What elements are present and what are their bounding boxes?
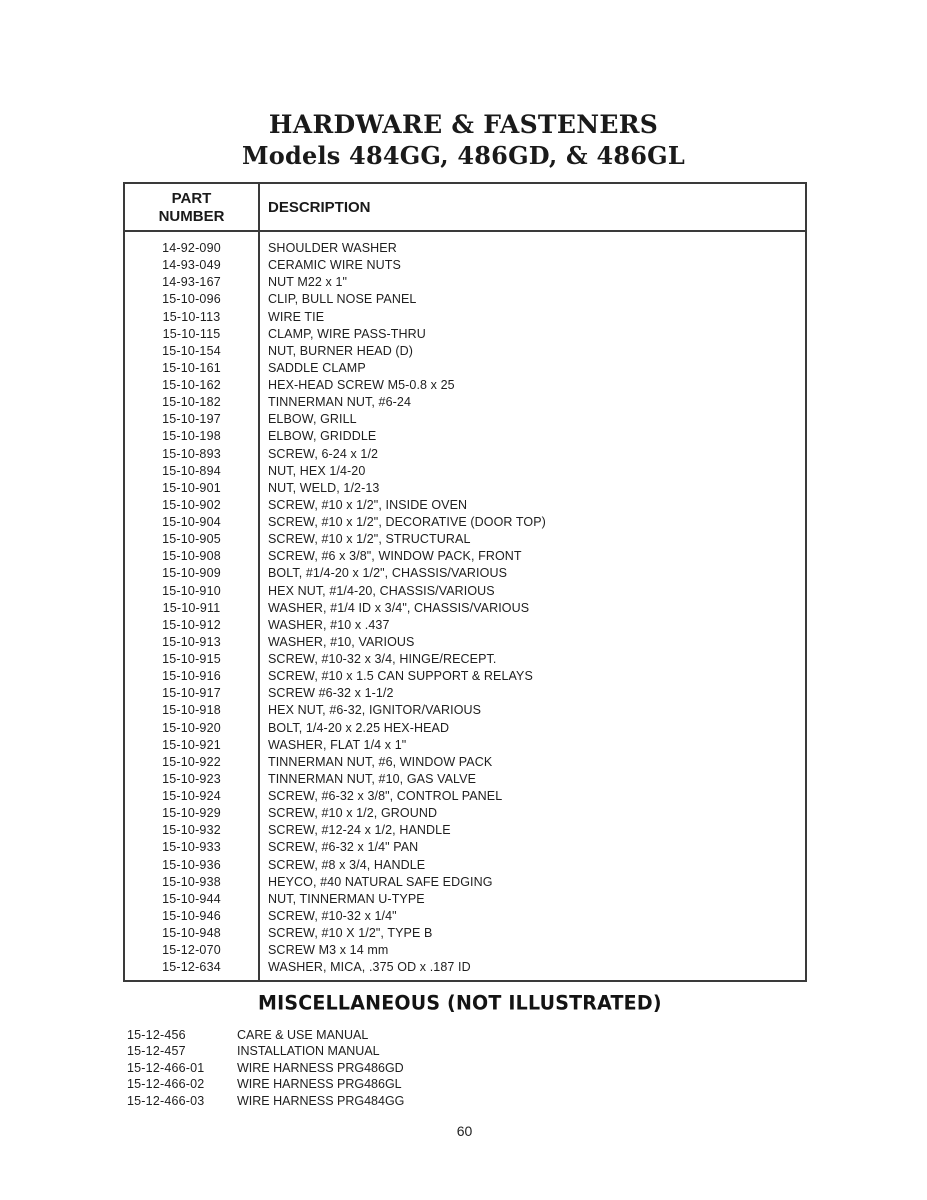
part-number-cell: 15-10-161 bbox=[162, 360, 221, 375]
misc-section-heading: MISCELLANEOUS (NOT ILLUSTRATED) bbox=[258, 991, 662, 1015]
table-row bbox=[125, 788, 805, 805]
description-cell: TINNERMAN NUT, #6-24 bbox=[268, 395, 411, 410]
part-number-cell: 15-10-916 bbox=[162, 669, 221, 684]
misc-part-number: 15-12-466-01 bbox=[127, 1060, 205, 1075]
description-cell: SCREW, #6 x 3/8", WINDOW PACK, FRONT bbox=[268, 549, 522, 564]
table-row bbox=[125, 411, 805, 428]
table-row bbox=[125, 702, 805, 719]
table-row bbox=[125, 548, 805, 565]
table-row bbox=[125, 874, 805, 891]
description-cell: HEX-HEAD SCREW M5-0.8 x 25 bbox=[268, 378, 455, 392]
page-subtitle: Models 484GG, 486GD, & 486GL bbox=[242, 141, 685, 170]
misc-description: WIRE HARNESS PRG486GL bbox=[237, 1077, 402, 1092]
description-cell: WASHER, #1/4 ID x 3/4", CHASSIS/VARIOUS bbox=[268, 600, 530, 615]
part-number-cell: 15-10-946 bbox=[162, 908, 221, 923]
description-cell: HEYCO, #40 NATURAL SAFE EDGING bbox=[268, 874, 493, 889]
table-row bbox=[125, 291, 805, 308]
table-row bbox=[125, 908, 805, 925]
table-row bbox=[125, 326, 805, 343]
part-number-cell: 14-92-090 bbox=[162, 241, 221, 255]
description-cell: CERAMIC WIRE NUTS bbox=[268, 258, 401, 273]
misc-description: WIRE HARNESS PRG486GD bbox=[237, 1060, 404, 1075]
table-row bbox=[125, 771, 805, 788]
page-number: 60 bbox=[456, 1123, 473, 1139]
table-row bbox=[125, 634, 805, 651]
table-row bbox=[125, 257, 805, 274]
description-cell: SCREW, 6-24 x 1/2 bbox=[268, 446, 379, 461]
misc-part-number: 15-12-466-03 bbox=[127, 1093, 205, 1108]
description-cell: NUT, BURNER HEAD (D) bbox=[268, 343, 414, 358]
description-cell: CLAMP, WIRE PASS-THRU bbox=[268, 326, 426, 341]
table-row bbox=[125, 394, 805, 411]
table-row bbox=[125, 754, 805, 771]
description-cell: SCREW, #10 x 1/2, GROUND bbox=[268, 806, 438, 821]
part-number-cell: 15-10-902 bbox=[162, 497, 221, 512]
description-cell: HEX NUT, #1/4-20, CHASSIS/VARIOUS bbox=[268, 583, 495, 598]
table-row bbox=[125, 668, 805, 685]
part-number-cell: 15-10-182 bbox=[162, 395, 221, 410]
table-row bbox=[125, 737, 805, 754]
part-number-cell: 15-10-932 bbox=[162, 823, 221, 838]
description-cell: SCREW #6-32 x 1-1/2 bbox=[268, 686, 394, 701]
table-row bbox=[125, 805, 805, 822]
table-row bbox=[125, 360, 805, 377]
description-cell: WIRE TIE bbox=[268, 309, 325, 324]
part-number-cell: 15-10-944 bbox=[162, 891, 221, 906]
description-cell: SHOULDER WASHER bbox=[268, 241, 397, 255]
table-row bbox=[125, 309, 805, 326]
description-cell: WASHER, #10 x .437 bbox=[268, 617, 390, 632]
part-number-cell: 15-10-096 bbox=[162, 292, 221, 307]
part-number-cell: 15-10-909 bbox=[162, 566, 221, 581]
table-row bbox=[125, 942, 805, 959]
description-cell: NUT, WELD, 1/2-13 bbox=[268, 480, 380, 495]
table-row bbox=[125, 343, 805, 360]
table-row bbox=[125, 583, 805, 600]
part-number-cell: 15-10-912 bbox=[162, 617, 221, 632]
table-row bbox=[125, 720, 805, 737]
description-cell: HEX NUT, #6-32, IGNITOR/VARIOUS bbox=[268, 703, 482, 718]
description-cell: SCREW, #12-24 x 1/2, HANDLE bbox=[268, 823, 451, 838]
part-number-cell: 15-10-920 bbox=[162, 720, 221, 735]
part-number-cell: 15-10-924 bbox=[162, 789, 221, 803]
part-number-cell: 15-10-922 bbox=[162, 754, 221, 769]
description-cell: SCREW, #10-32 x 3/4, HINGE/RECEPT. bbox=[268, 652, 497, 666]
table-row bbox=[125, 600, 805, 617]
misc-part-number: 15-12-466-02 bbox=[127, 1077, 205, 1092]
part-number-cell: 15-10-921 bbox=[162, 737, 221, 752]
description-cell: SADDLE CLAMP bbox=[268, 360, 366, 375]
table-row bbox=[125, 925, 805, 942]
table-row bbox=[125, 891, 805, 908]
part-number-cell: 15-10-911 bbox=[162, 600, 221, 615]
description-cell: TINNERMAN NUT, #6, WINDOW PACK bbox=[268, 754, 493, 769]
table-row bbox=[125, 959, 805, 976]
misc-description: CARE & USE MANUAL bbox=[237, 1028, 369, 1042]
table-row bbox=[125, 565, 805, 582]
part-number-cell: 15-10-894 bbox=[162, 463, 221, 478]
misc-description: INSTALLATION MANUAL bbox=[237, 1044, 380, 1059]
misc-part-number: 15-12-456 bbox=[127, 1028, 186, 1042]
part-number-cell: 15-10-917 bbox=[162, 686, 221, 701]
part-number-cell: 15-10-918 bbox=[162, 703, 221, 718]
description-cell: NUT, TINNERMAN U-TYPE bbox=[268, 891, 425, 906]
table-row bbox=[125, 446, 805, 463]
part-number-cell: 15-10-904 bbox=[162, 515, 221, 529]
description-cell: SCREW, #10 x 1/2", DECORATIVE (DOOR TOP) bbox=[268, 515, 546, 529]
part-number-cell: 15-10-197 bbox=[162, 412, 221, 427]
part-number-cell: 15-10-198 bbox=[162, 429, 221, 444]
description-cell: WASHER, #10, VARIOUS bbox=[268, 634, 415, 649]
table-row bbox=[125, 617, 805, 634]
description-cell: SCREW M3 x 14 mm bbox=[268, 943, 389, 958]
part-number-cell: 15-10-908 bbox=[162, 549, 221, 564]
description-cell: WASHER, MICA, .375 OD x .187 ID bbox=[268, 960, 471, 975]
part-number-cell: 15-12-070 bbox=[162, 943, 221, 958]
description-cell: SCREW, #10 x 1.5 CAN SUPPORT & RELAYS bbox=[268, 669, 533, 684]
table-row bbox=[125, 240, 805, 257]
part-number-cell: 15-10-923 bbox=[162, 771, 221, 786]
table-row bbox=[125, 857, 805, 874]
table-row bbox=[125, 377, 805, 394]
table-row bbox=[125, 428, 805, 445]
description-cell: NUT, HEX 1/4-20 bbox=[268, 463, 366, 478]
part-number-cell: 14-93-167 bbox=[162, 275, 221, 290]
misc-part-number: 15-12-457 bbox=[127, 1044, 186, 1059]
part-number-cell: 15-10-948 bbox=[162, 926, 221, 940]
column-header-description: DESCRIPTION bbox=[268, 199, 371, 216]
description-cell: ELBOW, GRIDDLE bbox=[268, 429, 377, 444]
part-number-cell: 15-12-634 bbox=[162, 960, 221, 975]
table-row bbox=[125, 480, 805, 497]
description-cell: ELBOW, GRILL bbox=[268, 412, 357, 427]
column-header-part-number-line1: PART bbox=[171, 190, 212, 207]
part-number-cell: 15-10-936 bbox=[162, 857, 221, 872]
part-number-cell: 15-10-933 bbox=[162, 840, 221, 855]
table-row bbox=[125, 839, 805, 856]
part-number-cell: 15-10-154 bbox=[162, 343, 221, 358]
part-number-cell: 15-10-938 bbox=[162, 874, 221, 889]
part-number-cell: 15-10-915 bbox=[162, 652, 221, 666]
table-body bbox=[125, 240, 805, 976]
column-header-part-number-line2: NUMBER bbox=[158, 208, 225, 225]
description-cell: SCREW, #10-32 x 1/4" bbox=[268, 908, 397, 923]
part-number-cell: 15-10-113 bbox=[162, 309, 221, 324]
part-number-cell: 15-10-910 bbox=[162, 583, 221, 598]
table-row bbox=[125, 822, 805, 839]
part-number-cell: 15-10-913 bbox=[162, 634, 221, 649]
description-cell: SCREW, #8 x 3/4, HANDLE bbox=[268, 857, 426, 872]
description-cell: SCREW, #6-32 x 3/8", CONTROL PANEL bbox=[268, 789, 503, 803]
description-cell: SCREW, #6-32 x 1/4" PAN bbox=[268, 840, 419, 855]
description-cell: BOLT, 1/4-20 x 2.25 HEX-HEAD bbox=[268, 720, 450, 735]
column-header-part-number bbox=[125, 190, 258, 226]
part-number-cell: 15-10-893 bbox=[162, 446, 221, 461]
header-divider bbox=[125, 230, 805, 232]
table-row bbox=[125, 685, 805, 702]
table-row bbox=[125, 463, 805, 480]
table-row bbox=[125, 651, 805, 668]
table-row bbox=[125, 497, 805, 514]
part-number-cell: 15-10-162 bbox=[162, 378, 221, 392]
part-number-cell: 15-10-901 bbox=[162, 480, 221, 495]
table-row bbox=[125, 531, 805, 548]
description-cell: TINNERMAN NUT, #10, GAS VALVE bbox=[268, 771, 477, 786]
part-number-cell: 15-10-929 bbox=[162, 806, 221, 821]
part-number-cell: 14-93-049 bbox=[162, 258, 221, 273]
part-number-cell: 15-10-115 bbox=[162, 326, 221, 341]
table-row bbox=[125, 514, 805, 531]
description-cell: WASHER, FLAT 1/4 x 1" bbox=[268, 737, 407, 752]
description-cell: SCREW, #10 x 1/2", STRUCTURAL bbox=[268, 532, 471, 547]
description-cell: CLIP, BULL NOSE PANEL bbox=[268, 292, 417, 307]
description-cell: SCREW, #10 X 1/2", TYPE B bbox=[268, 926, 433, 940]
part-number-cell: 15-10-905 bbox=[162, 532, 221, 547]
parts-table bbox=[123, 182, 807, 982]
page-title: HARDWARE & FASTENERS bbox=[268, 110, 659, 139]
description-cell: NUT M22 x 1" bbox=[268, 275, 348, 290]
misc-description: WIRE HARNESS PRG484GG bbox=[237, 1093, 405, 1108]
table-row bbox=[125, 274, 805, 291]
description-cell: SCREW, #10 x 1/2", INSIDE OVEN bbox=[268, 497, 468, 512]
description-cell: BOLT, #1/4-20 x 1/2", CHASSIS/VARIOUS bbox=[268, 566, 508, 581]
